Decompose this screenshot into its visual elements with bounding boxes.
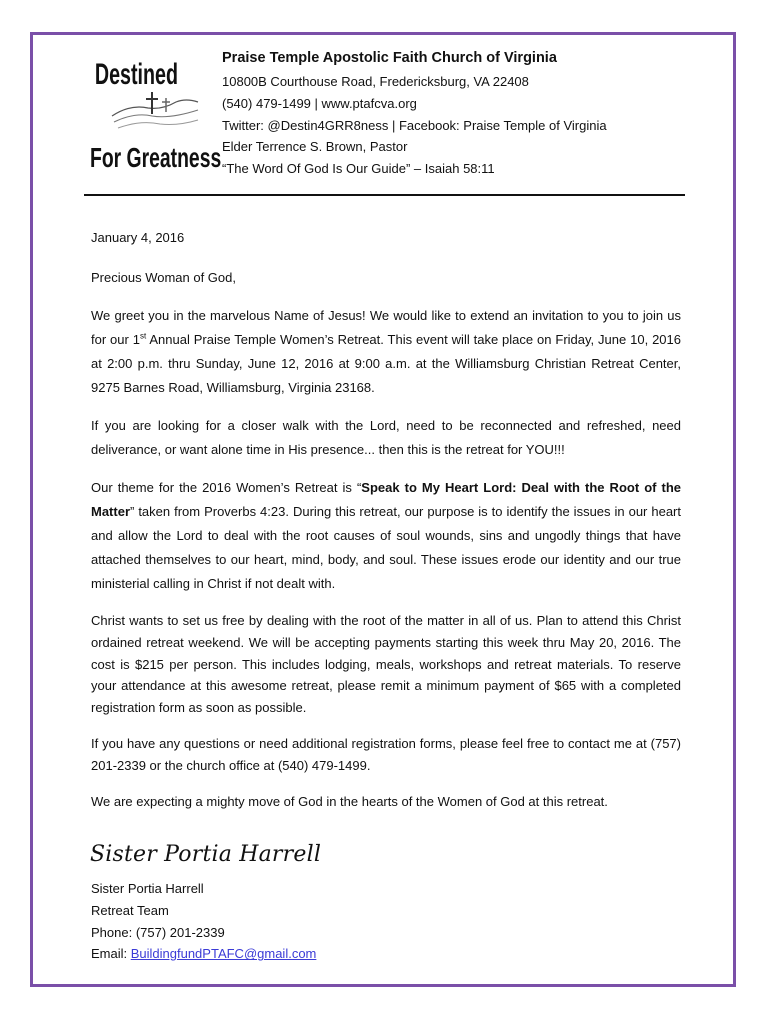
theme-text-a: Our theme for the 2016 Women’s Retreat is “: [91, 480, 362, 495]
ordinal-suffix: st: [139, 331, 147, 341]
logo-text-top: Destined: [94, 57, 179, 92]
church-social: Twitter: @Destin4GRR8ness | Facebook: Praise Temple of Virginia: [222, 117, 607, 133]
paragraph-payment: Christ wants to set us free by dealing with the root of the matter in all of us. Plan to attend this Christ ordained retreat weekend. We will be accepting payments starting this week thru May 20, 2016. The cost is $215 per person. This includes lodging, meals, workshops and retreat materials. To reserve your attendance at this awesome retreat, please remit a minimum payment of $65 with a completed registration form as soon as possible.: [91, 613, 681, 716]
paragraph-contact: If you have any questions or need additional registration forms, please feel free to contact me at (757) 201-2339 or the church office at (540) 479-1499.: [91, 735, 681, 773]
church-address: 10800B Courthouse Road, Fredericksburg, VA 22408: [222, 74, 529, 89]
logo-text-bottom: For Greatness: [90, 142, 222, 174]
church-pastor: Elder Terrence S. Brown, Pastor: [222, 139, 408, 155]
theme-title: Speak to My Heart Lord: Deal with the Root of the Matter: [91, 480, 681, 519]
church-logo: [90, 44, 222, 174]
letterhead: [222, 48, 607, 180]
signature-block: [91, 878, 316, 965]
email-label: Email:: [91, 946, 131, 962]
letter-date: January 4, 2016: [91, 230, 185, 245]
church-motto: “The Word Of God Is Our Guide” – Isaiah 58:11: [222, 161, 495, 177]
salutation: Precious Woman of God,: [91, 270, 236, 285]
email-link[interactable]: BuildingfundPTAFC@gmail.com: [130, 946, 317, 962]
invitation-text-a: We greet you in the marvelous Name of Jesus! We would like to extend an invitation to you to join us for our 1: [91, 308, 681, 347]
paragraph-invitation: [91, 304, 681, 400]
church-phone-website: (540) 479-1499 | www.ptafcva.org: [222, 95, 417, 111]
signer-phone: Phone: (757) 201-2339: [91, 924, 225, 940]
header-divider: [84, 194, 685, 196]
church-name: Praise Temple Apostolic Faith Church of Virginia: [222, 50, 557, 66]
paragraph-closing: We are expecting a mighty move of God in the hearts of the Women of God at this retreat.: [91, 793, 608, 809]
paragraph-closer-walk: If you are looking for a closer walk with the Lord, need to be reconnected and refreshed, need deliverance, or want alone time in His presence... then this is the retreat for YOU!!!: [91, 418, 681, 457]
theme-text-b: ” taken from Proverbs 4:23. During this retreat, our purpose is to identify the issues in our heart and allow the Lord to deal with the root causes of soul wounds, sins and ungodly things that have attached themselves to our heart, mind, body, and soul. These issues erode our identity and our true ministerial calling in Christ if not dealt with.: [91, 504, 681, 591]
invitation-text-b: Annual Praise Temple Women’s Retreat. This event will take place on Friday, June 10, 2016 at 2:00 p.m. thru Sunday, June 12, 2016 at 9:00 a.m. at the Williamsburg Christian Retreat Center, 9275 Barnes Road, Williamsburg, Virginia 23168.: [91, 332, 681, 395]
handwritten-signature: Sister Portia Harrell: [90, 842, 322, 867]
signer-name: Sister Portia Harrell: [91, 881, 204, 896]
signer-email-line: [91, 943, 316, 965]
signer-team: Retreat Team: [91, 902, 169, 918]
paragraph-theme: [91, 476, 681, 596]
letter-body: [91, 226, 681, 826]
